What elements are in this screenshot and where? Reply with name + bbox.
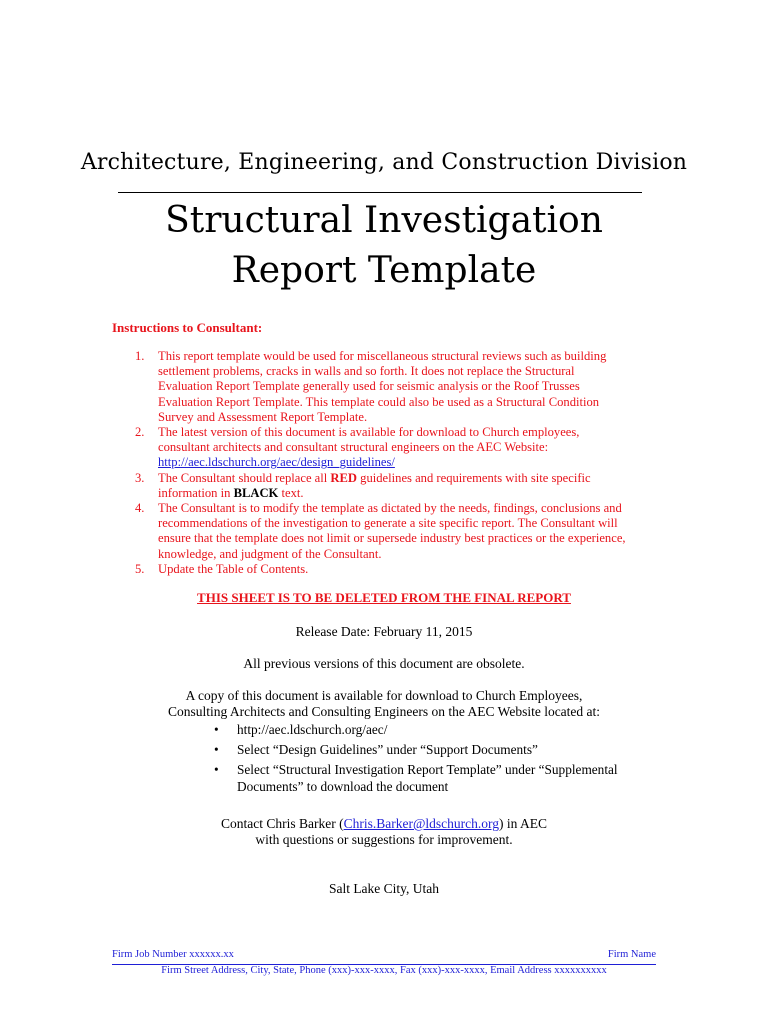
firm-job-number: Firm Job Number xxxxxx.xx	[112, 949, 234, 960]
obsolete-notice: All previous versions of this document are obsolete.	[243, 656, 525, 671]
document-title	[0, 196, 768, 296]
instruction-text: Update the Table of Contents.	[158, 561, 309, 576]
instruction-number: 1.	[135, 349, 145, 363]
contact-line-2: with questions or suggestions for improvement.	[255, 832, 513, 847]
location: Salt Lake City, Utah	[328, 881, 440, 896]
availability-line-1: A copy of this document is available for download to Church Employees,	[185, 688, 583, 703]
red-keyword: RED	[330, 470, 358, 485]
instruction-item-5	[130, 562, 630, 577]
bullet-text: Select “Design Guidelines” under “Support Documents”	[237, 742, 538, 757]
bullet-item	[213, 721, 653, 738]
instruction-item-4	[130, 501, 630, 562]
black-keyword: BLACK	[233, 485, 279, 500]
availability-line-2: Consulting Architects and Consulting Engineers on the AEC Website located at:	[167, 704, 601, 719]
instruction-item-3	[130, 471, 630, 501]
contact-line-1	[0, 815, 768, 832]
bullet-item	[213, 761, 653, 795]
instruction-text: This report template would be used for miscellaneous structural reviews such as building settlement problems, cracks in walls and so forth. It does not replace the Structural Evaluation Report Template generally used for seismic analysis or the Roof Trusses Evaluation Report Template. This template could also be used as a Structural Condition Survey and Assessment Report Template.	[158, 349, 607, 424]
footer-header-row	[112, 948, 656, 965]
instruction-text: guidelines and requirements with site specific information in	[158, 470, 591, 500]
instruction-text: text.	[278, 485, 304, 500]
instruction-item-2	[130, 425, 630, 471]
bullet-icon: •	[214, 762, 219, 777]
availability-bullets	[213, 721, 653, 798]
bullet-text: Select “Structural Investigation Report Template” under “Supplemental Documents” to download the document	[237, 762, 618, 794]
instructions-list	[130, 349, 630, 577]
instruction-number: 2.	[135, 425, 145, 440]
firm-address: Firm Street Address, City, State, Phone (xxx)-xxx-xxxx, Fax (xxx)-xxx-xxxx, Email Address xxxxxxxxxx	[161, 965, 607, 976]
delete-notice: THIS SHEET IS TO BE DELETED FROM THE FINAL REPORT	[197, 590, 571, 605]
division-heading: Architecture, Engineering, and Construction Division	[80, 150, 688, 175]
instruction-text: The latest version of this document is available for download to Church employees, consultant architects and consultant structural engineers on the AEC Website:	[158, 425, 580, 455]
instruction-number: 4.	[135, 501, 145, 516]
instruction-number: 3.	[135, 470, 145, 485]
design-guidelines-link[interactable]: http://aec.ldschurch.org/aec/design_guidelines/	[158, 455, 395, 470]
bullet-item	[213, 741, 653, 758]
instruction-number: 5.	[135, 561, 145, 576]
instruction-item-1	[130, 349, 630, 425]
release-date: Release Date: February 11, 2015	[295, 624, 473, 639]
contact-email-link[interactable]: Chris.Barker@ldschurch.org	[343, 816, 499, 831]
title-line-2: Report Template	[231, 250, 537, 291]
division-divider	[118, 192, 642, 193]
instruction-text: The Consultant should replace all	[158, 470, 331, 485]
contact-prefix: Contact Chris Barker (	[220, 816, 344, 831]
title-line-1: Structural Investigation	[165, 200, 603, 241]
instructions-heading: Instructions to Consultant:	[112, 320, 263, 335]
firm-name: Firm Name	[607, 949, 656, 960]
instruction-text: The Consultant is to modify the template as dictated by the needs, findings, conclusions and recommendations of the investigation to generate a site specific report. The Consultant will ensure that the template does not limit or supersede industry best practices or the experience, knowledge, and judgment of the Consultant.	[158, 501, 626, 561]
bullet-text: http://aec.ldschurch.org/aec/	[237, 722, 388, 737]
bullet-icon: •	[214, 722, 219, 737]
bullet-icon: •	[214, 742, 219, 757]
contact-suffix: ) in AEC	[499, 816, 548, 831]
